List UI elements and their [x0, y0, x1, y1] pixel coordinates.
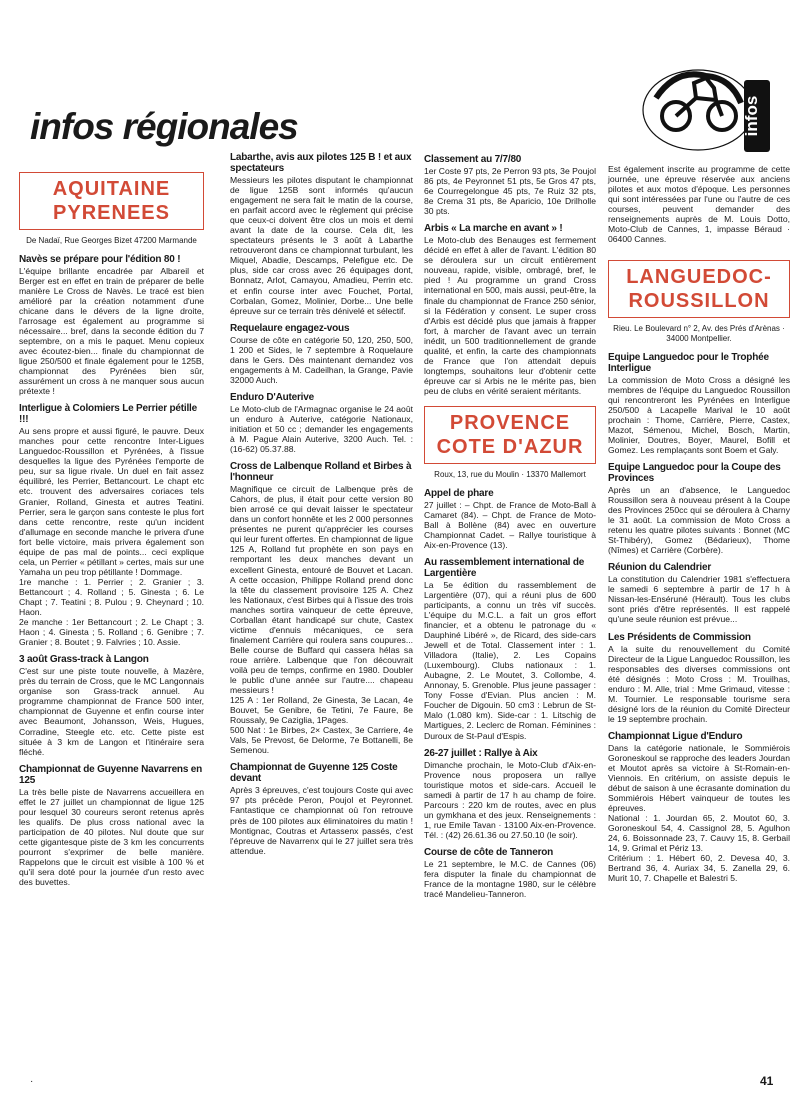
article-body: 1er Coste 97 pts, 2e Perron 93 pts, 3e Poujol 86 pts, 4e Peyronnet 51 pts, 5e Gros 47 pts, 6e Courregelongue 45 pts, 7e Ruiz 32 pts, 8e Crema 31 pts, 8e Aparicio, 10e Drilholle 30 pts. [424, 166, 596, 217]
region-address: De Nadaï, Rue Georges Bizet 47200 Marmande [26, 236, 197, 245]
article-body: Dimanche prochain, le Moto-Club d'Aix-en-Provence nous proposera un rallye touristique motos et side-cars. Accueil le samedi à partir de 17 h au champ de foire. Parcours : 220 km de routes, avec en plus un gymkhana et des jeux. Renseignements : 1, rue Emile Tavan · 13100 Aix-en-Provence. Tél. : (42) 26.61.36 ou 27.50.10 (le soir). [424, 759, 596, 840]
article-results: Critérium : 1. Hébert 60, 2. Devesa 40, 3. Bertrand 36, 4. Auriax 34, 5. Zanella 29, 6. Murit 10, 7. Chapelle et Balestri 5. [608, 853, 790, 884]
article-body: L'équipe brillante encadrée par Albareil et Berger est en effet en train de préparer de belle manière Le Cross de Navès. Le tracé est bien amélioré par la création notamment d'une chicane dans le dévers de la ligne droite, l'arrosage est également au programme si nécessaire... bref, dans la seconde édition du 7 septembre, on a mis le paquet. Menu copieux avec écoutez-bien... finale du championnat de ligue 250/500 et finale également pour le 125B, championnat des Pyrénées bien sûr, assurément un cross à ne manquer sous aucun prétexte ! [19, 265, 204, 397]
article-body: Après un an d'absence, le Languedoc Roussillon sera à nouveau présent à la Coupe des Provinces 250cc qui se déroulera à Charny le 31 août. La commission de Moto Cross a retenu les quatre pilotes suivants : Bonnet (MC St-Thibéry), Gomez (Bédarieux), Thome (Nîmes) et Carrière (Corbère). [608, 484, 790, 556]
column-provence [424, 154, 596, 899]
article-heading: Réunion du Calendrier [608, 562, 712, 574]
article-body: Magnifique ce circuit de Lalbenque près de Cahors, de plus, il était pour cette version 80 bien arrosé ce qui devait laisser le spectateur dans un confort honnête et les 2 000 personnes présentes ne purent qu'apprécier les courses qui leur furent offertes. En championnat de ligue 125 A, Rolland fut prophète en son pays en remportant les deux manches devant un excellent Ginesta, entouré de Bouvet et Lacan. A cette occasion, Philippe Rolland prend donc la tête du classement provisoire 125 A. Chez les Nationaux, c'est Birbes qui à l'issue des trois manches sortira vainqueur de cette épreuve, Corballan étant handicapé sur chute, Castex victime d'ennuis mécaniques, ce sera finalement Carrière qui roulera sans coupures... Belle course de Buffard qui cassera hélas sa roue arrière. Lalbenque que l'on découvrait voilà peu de temps, confirme en 1980. Doubler le public d'une année sur l'autre.... chapeau messieurs ! [230, 484, 413, 696]
article-body: A la suite du renouvellement du Comité Directeur de la Ligue Languedoc Roussillon, les responsables des diverses commissions ont été désignés : Moto Cross : M. Trouilhas, enduro : M. Alle, trial : Mme Grimaud, vitesse : M. Tournier. Le responsable tourisme sera désigné lors de la réunion du Comité Directeur le 19 septembre prochain. [608, 643, 791, 724]
article-heading: Labarthe, avis aux pilotes 125 B ! et aux spectateurs [230, 152, 412, 174]
article-body: Au sens propre et aussi figuré, le pauvre. Deux manches pour cette rencontre Inter-Ligues Languedoc-Roussillon et Pyrénées, à l'issue desquelles la ligue des Pyrénées l'emporte de peu, sur sa ligue rivale. Un duel en fait assez équilibré, les Perrier, Bettancourt. Le chapt etc etc. trouvent des adversaires coriaces tels Granier, Rolland, Ginesta et autres Teatini. Perrier, sera le garçon sans conteste le plus fort dans cette rencontre, reste qu'un incident d'allumage en seconde manche le privera d'une fort belle victoire, mais privera également son équipe de pas mal de points... ceci explique cela, un Perrier « pétillant » certes, mais sur une Yamaha un peu trop pétillante ! Dommage. [19, 426, 204, 577]
article-heading: 26-27 juillet : Rallye à Aix [424, 747, 538, 759]
article-body: C'est sur une piste toute nouvelle, à Mazère, près du terrain de Cross, que le MC Langonnais organise son Grass-track annuel. Au programme championnat de France 500 inter, championnat de Guyenne et enfin course inter avec Beaumont, Johansson, Weis, Hugues, Corradine, Steegle etc. etc. Cette piste est située à 3 km de Langon et l'itinéraire sera fléché. [19, 666, 204, 757]
region-address: Roux, 13, rue du Moulin · 13370 Mallemort [434, 469, 586, 479]
article-heading: Au rassemblement international de Largentière [424, 556, 585, 579]
article-results: 125 A : 1er Rolland, 2e Ginesta, 3e Lacan, 4e Bouvet, 5e Genibre, 6e Tetini, 7e Faure, 8e Roussaly, 9e Caziglia, 1Pages. [230, 695, 413, 726]
article-heading: Course de côte de Tanneron [424, 846, 554, 858]
page-number: 41 [760, 1074, 774, 1088]
article-body: Messieurs les pilotes disputant le championnat de ligue 125B sont informés qu'aucun engagement ne sera fait le matin de la course, en parfait accord avec le règlement qui précise que ceux-ci doivent être clos un mois et demi avant la date de la course. Cela dit, les spectateurs présents le 3 août à Labarthe retrouveront dans ce championnat turbulant, les Miquel, Abadie, Descamps, Pelefigue etc. De plus, side car cross avec 26 équipages dont, Bonnatz, Arlot, Camayou, Amadieu, Perrin etc. et enfin course inter avec Fouchet, Portal, Corbalan, Gomez, Molinier, Dorbe... Une belle épreuve sur ce terrain très dénivelé et sélectif. [230, 175, 413, 316]
article-heading: Championnat de Guyenne 125 Coste devant [230, 762, 398, 785]
article-body: Course de côte en catégorie 50, 120, 250, 500, 1 200 et Sides, le 7 septembre à Roquelaure dans le Gers. Dès maintenant demandez vos engagements à M. Cadeilhan, la Grange, Pavie 32000 Auch. [230, 334, 413, 385]
region-heading: AQUITAINE PYRENEES [19, 172, 204, 230]
article-heading: Requelaure engagez-vous [230, 322, 350, 334]
article-heading: Interligue à Colomiers Le Perrier pétille !!! [19, 403, 197, 426]
article-heading: Equipe Languedoc pour la Coupe des Provinces [608, 461, 781, 484]
region-address: Rieu. Le Boulevard n° 2, Av. des Prés d'Arènas · 34000 Montpellier. [613, 324, 785, 343]
article-body: La 5e édition du rassemblement de Largentière (07), qui a réuni plus de 600 participants, a connu un très vif succès. L'équipe du M.C.L. a fait un gros effort financier, et a obtenu le patronage du « Dauphiné Libéré », de Ricard, des side-cars Jewell et de Total. Classement inter : 1. Villadora (Italie), 2. Les Copains (Luxembourg). Clubs nationaux : 1. Aubagne, 2. Le Moutet, 3. Collombe, 4. Annonay, 5. Grenoble. Plus jeune passager : Tony Fosse d'Evian. Plus ancien : M. Foucher de Digouin. 50 cm3 : Lebrun de St-Malo (1.080 km). Side-car : 1. Litschig de Martigues, 2. Leclerc de Roman. Féminines : Duroux de St-Paul d'Espis. [424, 579, 596, 741]
article-heading: Championnat de Guyenne Navarrens en 125 [19, 763, 203, 786]
article-heading: Equipe Languedoc pour le Trophée Interligue [608, 351, 769, 374]
article-body: 27 juillet : – Chpt. de France de Moto-Ball à Camaret (84). – Chpt. de France de Moto-Ball à Bollène (84) avec en ouverture Championnat Cadet. – Rallye touristique à Aix-en-Provence (13). [424, 499, 596, 550]
article-heading: Appel de phare [424, 487, 494, 499]
article-heading: Cross de Lalbenque Rolland et Birbes à l'honneur [230, 461, 412, 484]
article-body: Le 21 septembre, le M.C. de Cannes (06) fera disputer la finale du championnat de France de la montagne 1980, sur le célèbre tracé Mandelieu-Tanneron. [424, 858, 596, 900]
footer-mark: · [30, 1076, 34, 1087]
article-heading: Les Présidents de Commission [608, 631, 751, 643]
article-heading: Navès se prépare pour l'édition 80 ! [19, 253, 181, 265]
article-body: Dans la catégorie nationale, le Sommiérois Goroneskoul se rapproche des leaders Jourdan et Moutot après sa victoire à St-Romain-en-Viennois. En critérium, on assiste depuis le début de saison à une écrasante domination du Sommiérois Hébert vainqueur de toutes les épreuves. [608, 742, 790, 814]
column-pyrenees-news [230, 152, 413, 856]
article-body: Après 3 épreuves, c'est toujours Coste qui avec 97 pts précède Peron, Poujol et Peyronnet. Fantastique ce championnat où l'on retrouve près de 100 pilotes aux éliminatoires du matin ! Montignac, Coutras et Artassenx passés, c'est l'épreuve de Navarrenx qui le 27 juillet sera très attendue. [230, 785, 413, 856]
region-heading: PROVENCE COTE D'AZUR [424, 406, 596, 464]
article-results: 2e manche : 1er Bettancourt ; 2. Le Chapt ; 3. Haon ; 4. Ginesta ; 5. Rolland ; 6. Genibre ; 7. Granier ; 8. Boutet ; 9. Falvries ; 10. Assie. [19, 617, 204, 648]
moto-logo [636, 58, 776, 158]
article-heading: Arbis « La marche en avant » ! [424, 223, 563, 235]
article-body: La constitution du Calendrier 1981 s'effectuera le samedi 6 septembre à partir de 17 h à Nissan-les-Enséruné (Hérault). Tous les clubs sont priés d'être représentés. Il est rappelé qu'une seule réunion est prévue... [608, 574, 790, 625]
article-body: La commission de Moto Cross a désigné les membres de l'équipe du Languedoc Roussillon qui rencontreront les Pyrénées en Interligue 250/500 à Lacapelle Marival le 10 août prochain : Thome, Carrière, Pierre, Castex, Mazot, Sémenou, Michel, Bosch, Martin, Molinier, Doutres, Boyer, Maurel, Bofill et Gomez. Les remplaçants sont Boem et Galy. [608, 374, 790, 455]
logo-text: infos [742, 95, 761, 137]
article-heading: Championnat Ligue d'Enduro [608, 730, 743, 742]
article-body: Est également inscrite au programme de cette journée, une épreuve réservée aux anciens pilotes et aux motos d'époque. Les personnes qui sont intéressées par l'une ou l'autre de ces courses, peuvent demander des renseignements auprès de M. Louis Dotto, Moto-Club de Cannes, 1, impasse Béraud · 06400 Cannes. [608, 164, 790, 245]
column-languedoc [608, 164, 790, 884]
region-heading: LANGUEDOC-ROUSSILLON [608, 260, 790, 318]
article-results: National : 1. Jourdan 65, 2. Moutot 60, 3. Goroneskoul 54, 4. Cassignol 28, 5. Agulhon 24, 6. Boissonnade 23, 7. Cauvy 15, 8. Gerbail 14, 9. Grimal et Périz 13. [608, 813, 790, 854]
column-aquitaine [19, 142, 204, 887]
article-results: 500 Nat : 1e Birbes, 2× Castex, 3e Carriere, 4e Vals, 5e Prevost, 6e Delorme, 7e Bottanelli, 8e Semenou. [230, 725, 413, 756]
article-body: Le Moto-club de l'Armagnac organise le 24 août un enduro à Auterive, catégorie Nationaux, initiation et 50 cc ; demander les engagements à M. Pague Alain Auterive, 3200 Auch. Tel. : (16-62) 05.37.88. [230, 403, 413, 455]
page-title: infos régionales [30, 106, 298, 147]
article-body: Le Moto-club des Benauges est fermement décidé en effet à aller de l'avant. L'édition 80 se déroulera sur un circuit entièrement nouveau, rapide, visible, ombragé, bref, le pied ! Au programme un grand Cross international en 500, mais aussi, peut-être, la finale du championnat de France 250 sénior, si la Fédération y consent. Le super cross d'Arbis est décidé plus que jamais à frapper fort, à marcher de l'avant avec un terrain inédit, un 500 traditionnellement de grande qualité, et enfin, la carte des championnats de France que l'on attendait depuis longtemps, souhaitons leur d'obtenir cette épreuve car si Arbis ne le mérite pas, bien peu de clubs en vérité seraient méritants. [424, 235, 596, 396]
article-heading: Enduro D'Auterive [230, 391, 314, 403]
article-body: La très belle piste de Navarrens accueillera en effet le 27 juillet un championnat de ligue 125 pour lesquel 30 coureurs seront retenus après les qualifs. De plus cross national avec la participation de 40 pilotes. Nul doute que sur cette gigantesque piste de 3 km les concurrents pourront s'exprimer de belle manière. Rappelons que le circuit est visible à 100 % et qu'il sera doté pour la journée d'un resto avec des buvettes. [19, 786, 204, 888]
article-results: 1re manche : 1. Perrier ; 2. Granier ; 3. Bettancourt ; 4. Rolland ; 5. Ginesta ; 6. Le Chapt ; 7. Teatini ; 8. Pulou ; 9. Cheynard ; 10. Haon. [19, 576, 204, 618]
article-heading: Classement au 7/7/80 [424, 154, 522, 165]
article-heading: 3 août Grass-track à Langon [19, 654, 149, 666]
